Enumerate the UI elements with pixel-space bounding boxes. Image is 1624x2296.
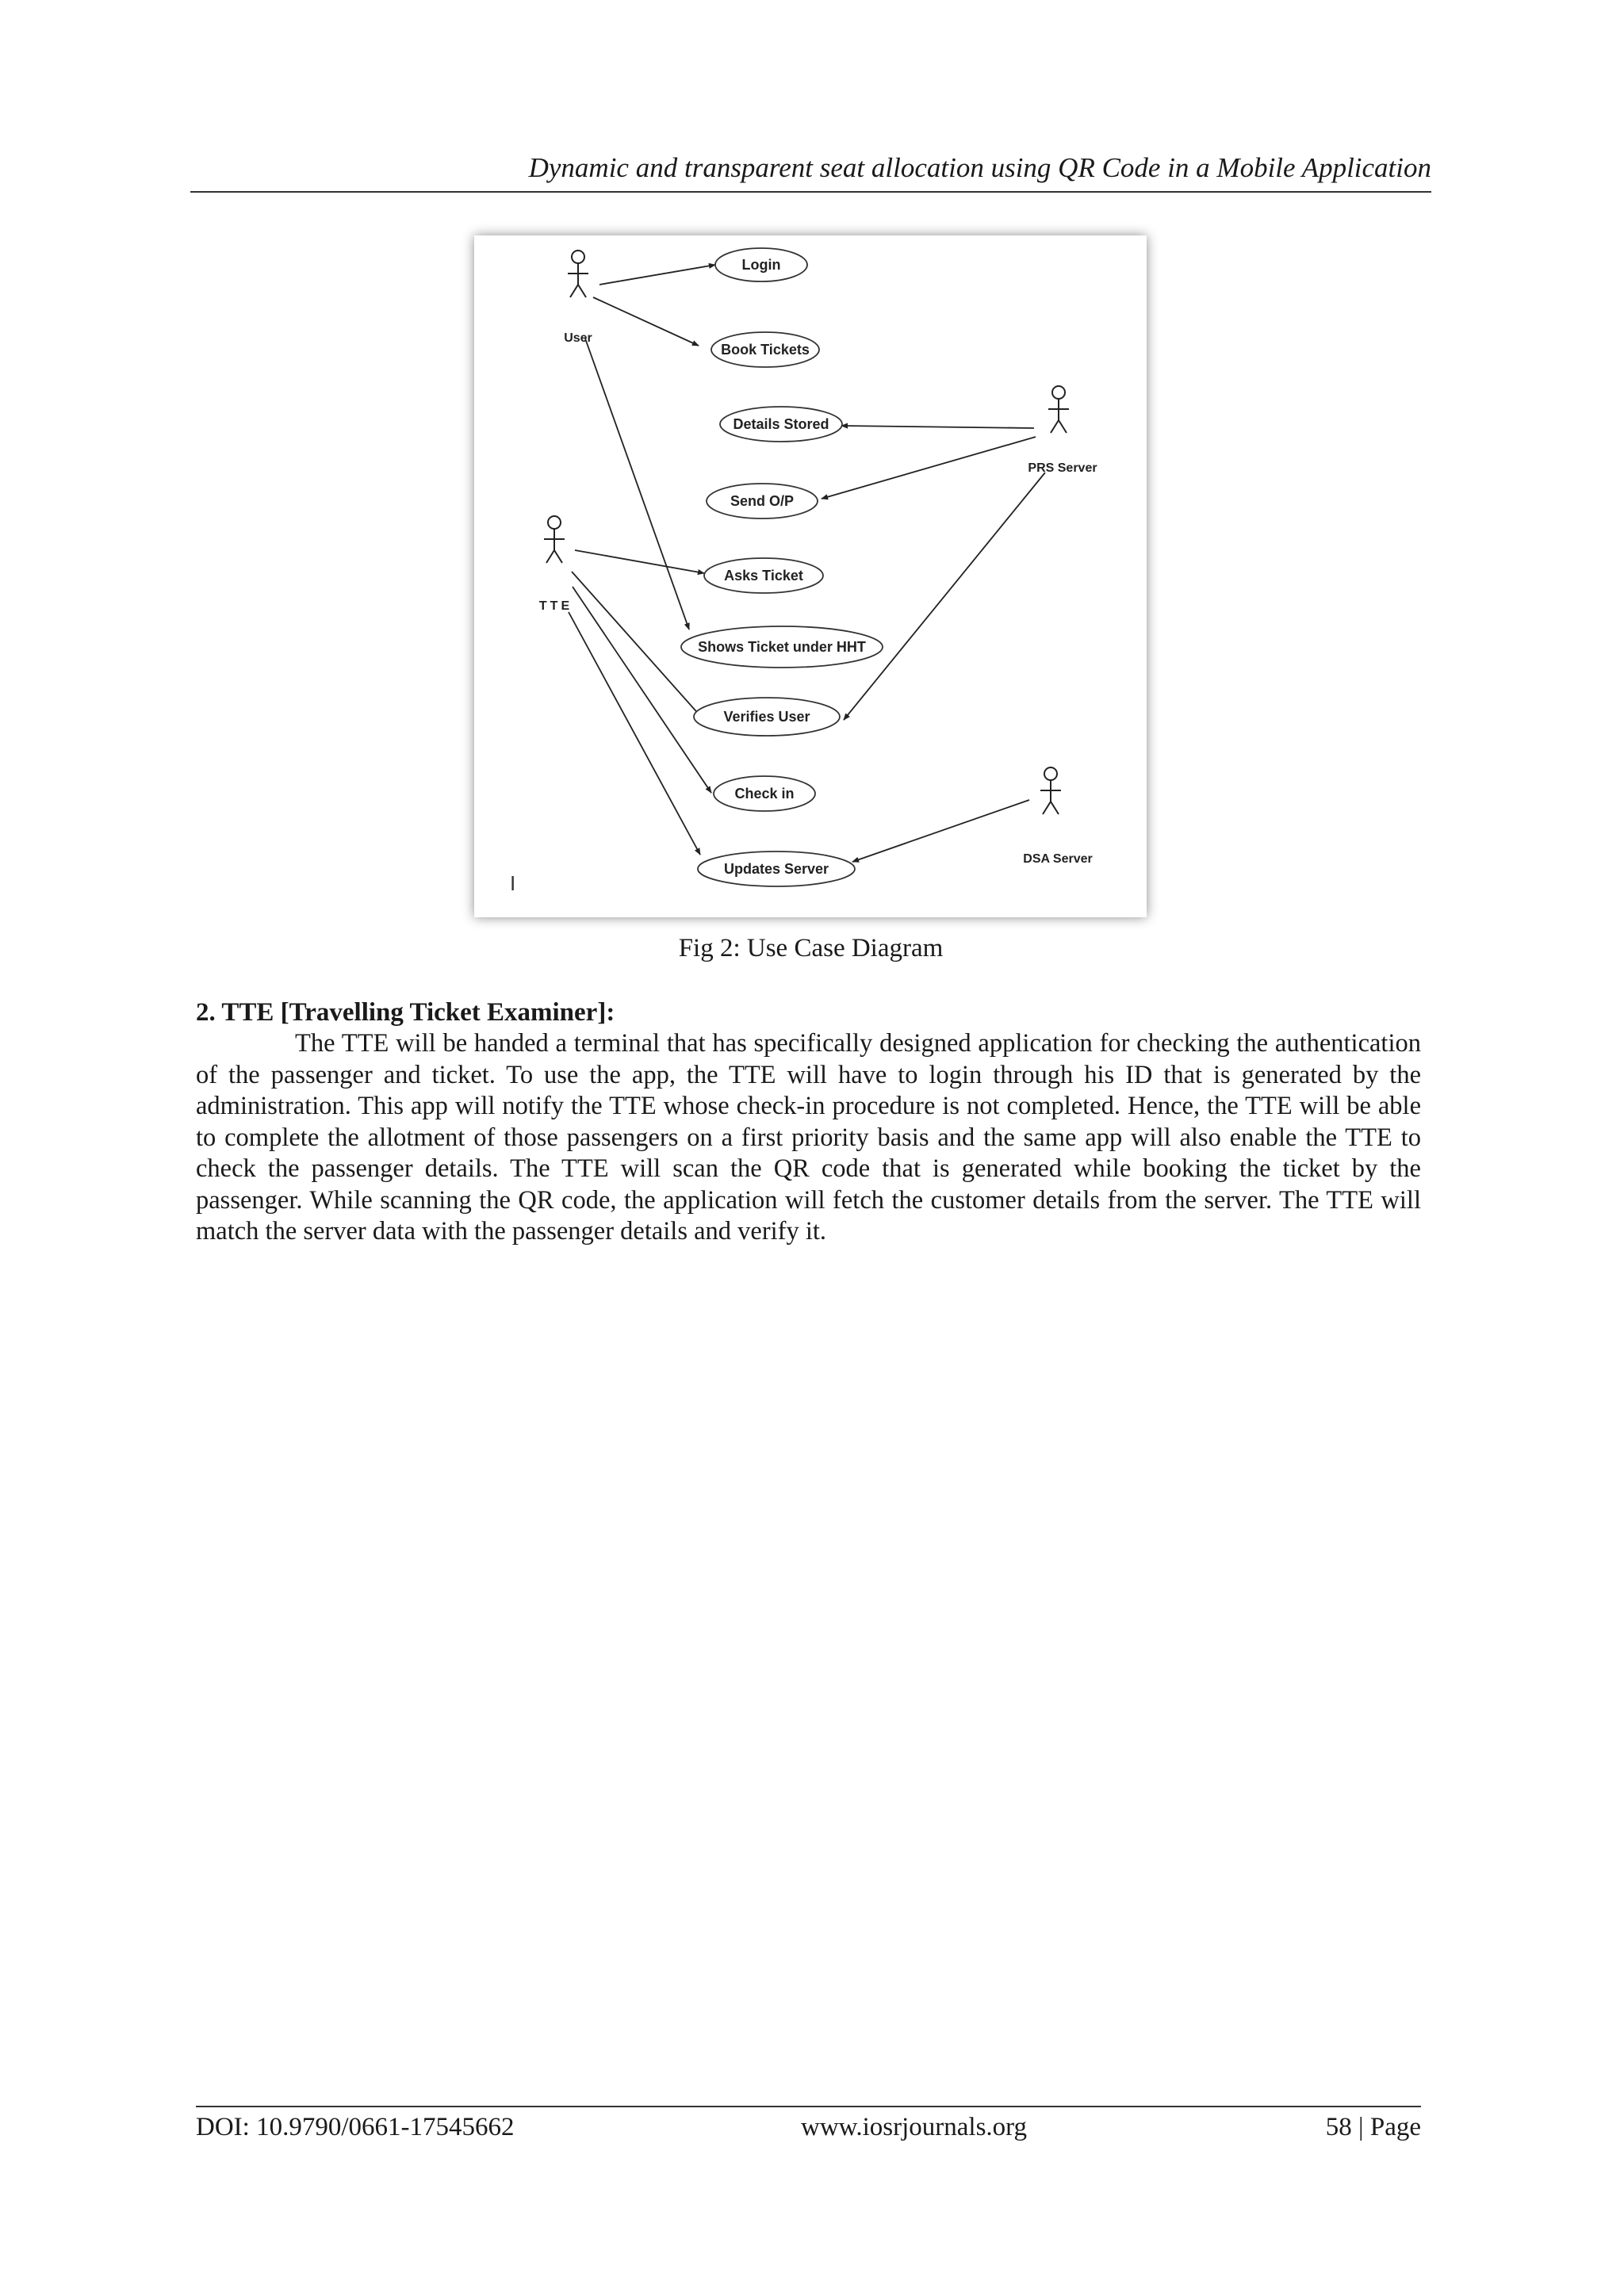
actor-label-tte: TTE <box>538 599 573 613</box>
use-case-label-check-in: Check in <box>734 786 795 802</box>
use-case-label-send-op: Send O/P <box>730 493 795 509</box>
actor-label-user: User <box>564 331 592 345</box>
actor-dsa-server <box>1040 767 1061 814</box>
use-case-label-verifies-user: Verifies User <box>723 709 810 725</box>
actor-label-prs-server: PRS Server <box>1028 461 1097 475</box>
header-rule <box>190 191 1431 193</box>
use-case-label-updates-server: Updates Server <box>723 861 829 877</box>
figure-caption: Fig 2: Use Case Diagram <box>678 934 944 962</box>
stray-mark: I <box>510 871 516 895</box>
use-case-label-shows-ticket-under-hht: Shows Ticket under HHT <box>698 639 866 655</box>
use-case-diagram <box>474 235 1147 917</box>
body-paragraph: The TTE will be handed a terminal that has specifically designed application for checking the authentication of the passenger and ticket. To use the app, the TTE will have to login through his ID that is generated by the administration. This app will notify the TTE whose check-in procedure is not completed. Hence, the TTE will be able to complete the allotment of those passengers on a first priority basis and the same app will also enable the TTE to check the passenger details. The TTE will scan the QR code that is generated while booking the ticket by the passenger. While scanning the QR code, the application will fetch the customer details from the server. The TTE will match the server data with the passenger details and verify it. <box>196 1029 1421 1246</box>
use-case-label-details-stored: Details Stored <box>733 416 829 432</box>
actor-label-dsa-server: DSA Server <box>1023 852 1093 866</box>
footer-doi: DOI: 10.9790/0661-17545662 <box>196 2113 515 2141</box>
section-heading: 2. TTE [Travelling Ticket Examiner]: <box>196 998 615 1027</box>
running-head-title: Dynamic and transparent seat allocation using QR Code in a Mobile Application <box>528 152 1431 183</box>
footer-website: www.iosrjournals.org <box>801 2113 1028 2141</box>
actor-user <box>568 251 588 297</box>
use-case-label-login: Login <box>741 257 781 273</box>
footer-rule <box>196 2106 1421 2107</box>
use-case-label-asks-ticket: Asks Ticket <box>724 568 803 584</box>
actor-prs-server <box>1048 386 1069 433</box>
footer-page-number: 58 | Page <box>1325 2113 1421 2141</box>
actor-tte <box>544 516 565 563</box>
use-case-label-book-tickets: Book Tickets <box>721 342 810 358</box>
